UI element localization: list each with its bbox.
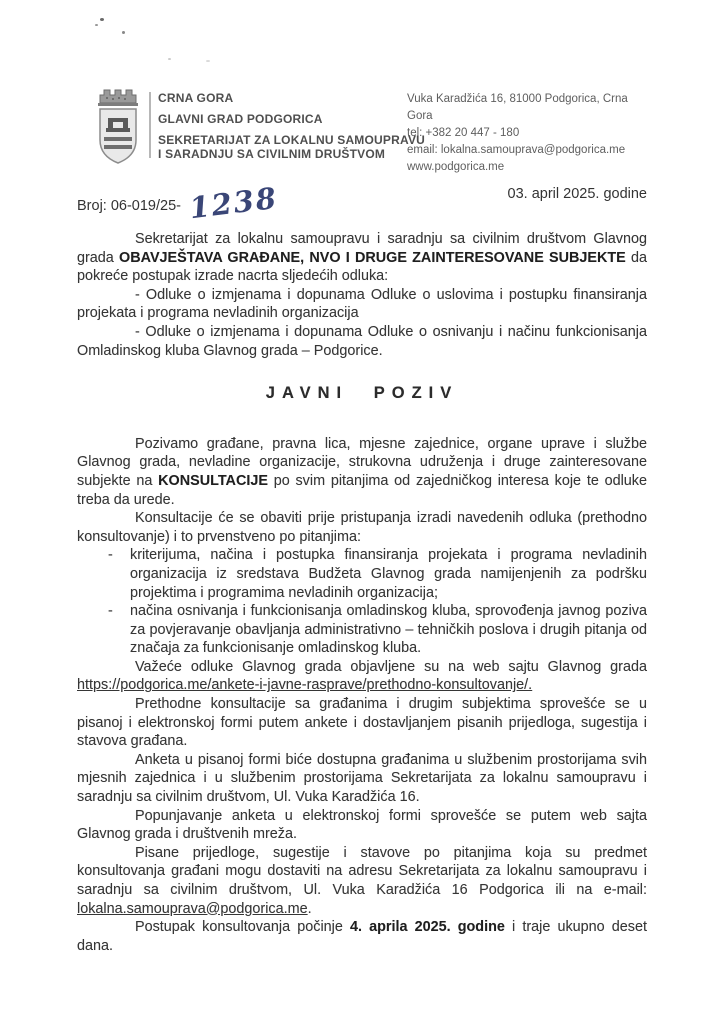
announcement-text-start: Sekretarijat za lokalnu samoupravu i saradnju sa civilnim društvom Glavnog grada: [77, 231, 647, 266]
paragraph-consultation-intro: Konsultacije će se obaviti prije pristupanja izradi navedenih odluka (prethodno konsultovanje) i to prvenstveno po pitanjima:: [77, 510, 647, 545]
reference-number-label: Broj: 06-019/25-: [77, 198, 181, 214]
scan-speck: [168, 58, 171, 60]
scan-speck: [206, 60, 210, 62]
paragraph-invitation: [77, 435, 647, 509]
organization-block: [158, 91, 425, 161]
announcement-bold: OBAVJEŠTAVA GRAĐANE, NVO I DRUGE ZAINTERESOVANE SUBJEKTE: [119, 249, 626, 266]
invitation-bold: KONSULTACIJE: [158, 472, 268, 489]
paragraph-timeline: [77, 918, 647, 955]
consultation-topic-2-text: načina osnivanja i funkcionisanja omladinskog kluba, sprovođenja javnog poziva za povjeravanje obavljanja administrativno – tehničkih poslova i drugih pitanja od značaja za funkcionisanje omladinskog kluba.: [130, 603, 647, 657]
paragraph-survey-paper: Anketa u pisanoj formi biće dostupna građanima u službenim prostorijama svih mjesnih zajednica i u službenim prostorijama Sekretarijata za lokalnu samoupravu i saradnju sa civilnim društvom, Ul. Vuka Karadžića 16.: [77, 751, 647, 806]
contact-email: email: lokalna.samouprava@podgorica.me: [407, 144, 626, 156]
dash-marker: -: [108, 547, 113, 564]
document-date: 03. april 2025. godine: [507, 186, 647, 202]
timeline-text-end: i traje ukupno deset dana.: [77, 919, 647, 954]
paragraph-survey-online: Popunjavanje anketa u elektronskoj formi sprovešće se putem web sajta Glavnog grada i društvenih mreža.: [77, 807, 647, 843]
reference-line: [77, 176, 647, 226]
reference-number: [77, 180, 280, 226]
scan-speck: [95, 24, 98, 26]
invitation-text-start: Pozivamo građane, pravna lica, mjesne zajednice, organe uprave i službe Glavnog grada, nevladine organizacije, strukovna udruženja i druge zainteresovane subjekte na: [77, 435, 647, 489]
department-name-line2: I SARADNJU SA CIVILNIM DRUŠTVOM: [158, 147, 386, 161]
letterhead-divider: [149, 92, 151, 158]
contact-website: www.podgorica.me: [407, 161, 505, 173]
contact-address: Vuka Karadžića 16, 81000 Podgorica, Crna Gora: [407, 93, 628, 122]
document-body: [77, 230, 647, 955]
paragraph-announcement: [77, 230, 647, 286]
decision-item-1: - Odluke o izmjenama i dopunama Odluke o uslovima i postupku finansiranja projekata i programa nevladinih organizacija: [77, 286, 647, 322]
paragraph-written-submissions: [77, 844, 647, 918]
email-link[interactable]: lokalna.samouprava@podgorica.me: [77, 900, 308, 917]
department-name-line1: SEKRETARIJAT ZA LOKALNU SAMOUPRAVU: [158, 133, 426, 147]
podgorica-coat-of-arms-icon: [95, 88, 141, 166]
city-name: GLAVNI GRAD PODGORICA: [158, 112, 323, 126]
invitation-text-end: po svim pitanjima od zajedničkog interesa koje te odluke treba da urede.: [77, 472, 647, 508]
contact-phone: tel: +382 20 447 - 180: [407, 127, 520, 139]
dash-marker: -: [108, 603, 113, 620]
consultation-topic-1: [77, 546, 647, 602]
consultation-topic-1-text: kriterijuma, načina i postupka finansiranja projekata i programa nevladinih organizacija iz sredstava Budžeta Glavnog grada namijenjenih za podršku projektima i programima nevladinih organizacija;: [130, 547, 647, 601]
web-notice-text: Važeće odluke Glavnog grada objavljene su na web sajtu Glavnog grada: [135, 658, 647, 675]
written-submissions-text: Pisane prijedloge, sugestije i stavove po pitanjima koja su predmet konsultovanja građani mogu dostaviti na adresu Sekretarijata za lokalnu samoupravu i saradnju sa civilnim društvom, Ul. Vuka Karadžića 16 Podgorica ili na e-mail:: [77, 844, 647, 898]
country-name: CRNA GORA: [158, 91, 234, 105]
timeline-date-bold: 4. aprila 2025. godine: [349, 919, 505, 936]
paragraph-web-notice: [77, 658, 647, 695]
scan-speck: [122, 31, 125, 34]
written-submissions-text-end: .: [307, 900, 312, 917]
paragraph-prior-consultations: Prethodne konsultacije sa građanima i drugim subjektima sprovešće se u pisanoj i elektronskoj formi putem ankete i dostavljanjem pisanih prijedloga, sugestija i stavova građana.: [77, 696, 647, 750]
document-title: JAVNI POZIV: [265, 384, 459, 403]
contact-block: [407, 91, 647, 176]
website-link[interactable]: https://podgorica.me/ankete-i-javne-rasprave/prethodno-konsultovanje/.: [77, 677, 533, 694]
scan-speck: [100, 18, 104, 21]
letterhead: [95, 88, 647, 173]
timeline-text-start: Postupak konsultovanja počinje: [135, 919, 350, 936]
decision-item-2: - Odluke o izmjenama i dopunama Odluke o osnivanju i načinu funkcionisanja Omladinskog kluba Glavnog grada – Podgorice.: [77, 323, 647, 359]
handwritten-number: 1238: [187, 180, 280, 226]
announcement-text-end: da pokreće postupak izrade nacrta sljedećih odluka:: [77, 249, 647, 285]
consultation-topic-2: [77, 602, 647, 658]
